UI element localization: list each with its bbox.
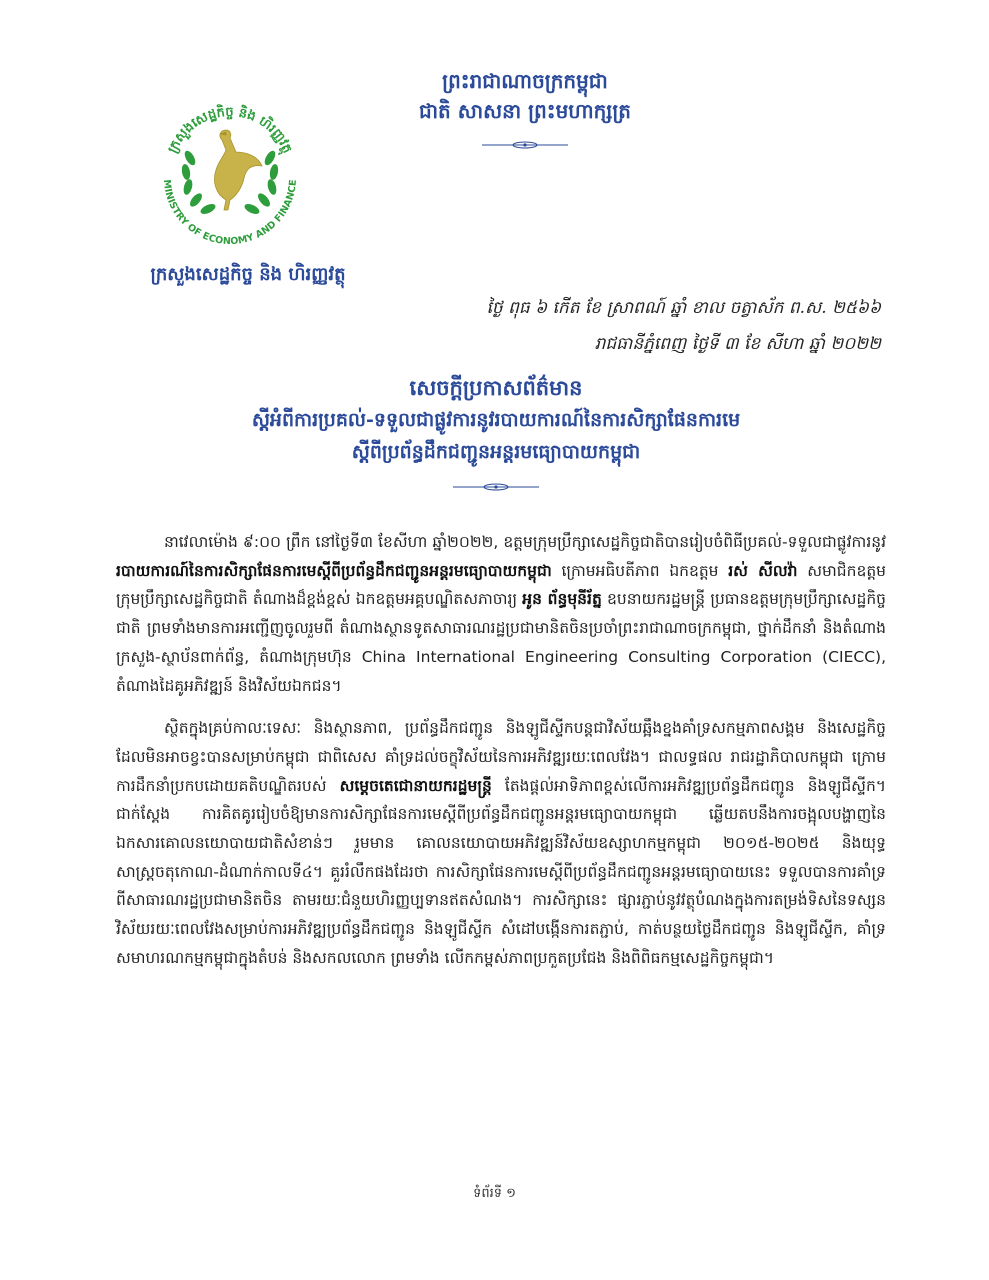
ministry-name: ក្រសួងសេដ្ឋកិច្ច និង ហិរញ្ញវត្ថុ xyxy=(150,264,346,285)
p1-name-1: រស់ សីលវ៉ា xyxy=(728,561,798,580)
lunar-date: ថ្ងៃ ពុធ ៦ កើត ខែ ស្រាពណ៍ ឆ្នាំ ខាល ចត្វាស័ក ព.ស. ២៥៦៦ xyxy=(486,298,881,318)
p2-text-a: ស្ថិតក្នុងគ្រប់កាលៈទេសៈ និងស្ថានភាព, ប្រព័ន្ធដឹកជញ្ជូន និងឡូជីស្ទីកបន្តជាវិស័យឆ្អឹងខ្នងគាំទ្រសកម្មភាពសង្គម និងសេដ្ឋកិច្ច ដែលមិនអាចខ្វះបានសម្រាប់កម្ពុជា ជាពិសេស គាំទ្រដល់ចក្ខុវិស័យនៃការអភិវឌ្ឍរយៈពេលវែង។ ជាលទ្ធផល រាជរដ្ឋាភិបាលកម្ពុជា ក្រោមការដឹកនាំប្រកបដោយគតិបណ្ឌិតរបស់ xyxy=(116,719,886,795)
title-subject-line2: ស្តីពីប្រព័ន្ធដឹកជញ្ជូនអន្តរមធ្យោបាយកម្ពុជា xyxy=(351,441,641,463)
p1-name-2: អូន ព័ន្ធមុនីរ័ត្ន xyxy=(522,590,602,609)
p1-report-title: របាយការណ៍នៃការសិក្សាផែនការមេស្តីពីប្រព័ន្ធដឹកជញ្ជូនអន្តរមធ្យោបាយកម្ពុជា xyxy=(116,561,552,580)
document-body xyxy=(116,528,886,987)
ornament-divider-title xyxy=(451,482,541,492)
document-title xyxy=(220,372,772,492)
date-block xyxy=(361,290,881,362)
kingdom-header xyxy=(380,66,670,150)
title-subject-line1: ស្តីអំពីការប្រគល់-ទទួលជាផ្លូវការនូវរបាយការណ៍នៃការសិក្សាផែនការមេ xyxy=(251,409,741,431)
p2-text-c: តែងផ្តល់អាទិភាពខ្ពស់លើការអភិវឌ្ឍប្រព័ន្ធដឹកជញ្ជូន និងឡូជីស្ទីក។ ជាក់ស្តែង ការគិតគូររៀបចំឱ្យមានការសិក្សាផែនការមេស្តីពីប្រព័ន្ធដឹកជញ្ជូនអន្តរមធ្យោបាយកម្ពុជា ឆ្លើយតបនឹងការចង្អុលបង្ហាញនៃឯកសារគោលនយោបាយជាតិសំខាន់ៗ រួមមាន គោលនយោបាយអភិវឌ្ឍន៍វិស័យឧស្សាហកម្មកម្ពុជា ២០១៥-២០២៥ និងយុទ្ធសាស្រ្តចតុកោណ-ដំណាក់កាលទី៤។ គួររំលឹកផងដែរថា ការសិក្សាផែនការមេស្តីពីប្រព័ន្ធដឹកជញ្ជូនអន្តរមធ្យោបាយនេះ ទទួលបានការគាំទ្រពីសាធារណរដ្ឋប្រជាមានិតចិន តាមរយៈជំនួយហិរញ្ញប្បទានឥតសំណង។ ការសិក្សានេះ ផ្សារភ្ជាប់នូវវត្ថុបំណងក្នុងការតម្រង់ទិសនៃទស្សនវិស័យរយៈពេលវែងសម្រាប់ការអភិវឌ្ឍប្រព័ន្ធដឹកជញ្ជូន និងឡូជីស្ទីក សំដៅបង្កើនការតភ្ជាប់, កាត់បន្ថយថ្លៃដឹកជញ្ជូន និងឡូជីស្ទីក, គាំទ្រសមាហរណកម្មកម្ពុជាក្នុងតំបន់ និងសកលលោក ព្រមទាំង លើកកម្ពស់ភាពប្រកួតប្រជែង និងពិពិធកម្មសេដ្ឋកិច្ចកម្ពុជា។ xyxy=(116,776,886,967)
paragraph-2 xyxy=(116,714,886,972)
kingdom-title: ព្រះរាជាណាចក្រកម្ពុជា xyxy=(442,69,608,93)
logo-english-text: MINISTRY OF ECONOMY AND FINANCE xyxy=(160,178,300,248)
title-heading: សេចក្តីប្រកាសព័ត៌មាន xyxy=(409,375,583,400)
solar-date: រាជធានីភ្នំពេញ ថ្ងៃទី ៣ ខែ សីហា ឆ្នាំ ២០២២ xyxy=(594,334,881,354)
ministry-logo xyxy=(150,92,310,252)
page-number: ទំព័រទី ១ xyxy=(473,1186,516,1201)
p1-text-g: ឧបនាយករដ្ឋមន្ត្រី ប្រធានឧត្តមក្រុមប្រឹក្សាសេដ្ឋកិច្ចជាតិ ព្រមទាំងមានការអញ្ជើញចូលរួមពី តំណាងស្ថានទូតសាធារណរដ្ឋប្រជាមានិតចិនប្រចាំព្រះរាជាណាចក្រកម្ពុជា, ថ្នាក់ដឹកនាំ និងតំណាងក្រសួង-ស្ថាប័នពាក់ព័ន្ធ, តំណាងក្រុមហ៊ុន China International Engineering Consulting Corporation (CIECC), តំណាងដៃគូអភិវឌ្ឍន៍ និងវិស័យឯកជន។ xyxy=(116,590,886,695)
p1-text-e: សមាជិកឧត្តមក្រុមប្រឹក្សាសេដ្ឋកិច្ចជាតិ តំណាងដ៏ខ្ពង់ខ្ពស់ ឯកឧត្តមអគ្គបណ្ឌិតសភាចារ្យ xyxy=(116,561,886,609)
hamsa-bird-icon xyxy=(214,130,262,210)
national-motto: ជាតិ សាសនា ព្រះមហាក្សត្រ xyxy=(419,99,631,123)
p1-text-c: ក្រោមអធិបតីភាព ឯកឧត្តម xyxy=(551,561,729,580)
paragraph-1 xyxy=(116,528,886,700)
p2-prime-minister: សម្តេចតេជោនាយករដ្ឋមន្ត្រី xyxy=(339,776,492,795)
logo-khmer-text: ក្រសួងសេដ្ឋកិច្ច និង ហិរញ្ញវត្ថុ xyxy=(165,104,295,156)
p1-text-a: នាវេលាម៉ោង ៩:០០ ព្រឹក នៅថ្ងៃទី៣ ខែសីហា ឆ្នាំ២០២២, ឧត្តមក្រុមប្រឹក្សាសេដ្ឋកិច្ចជាតិបានរៀបចំពិធីប្រគល់-ទទួលជាផ្លូវការនូវ xyxy=(164,533,886,551)
ornament-divider-top xyxy=(480,140,570,150)
